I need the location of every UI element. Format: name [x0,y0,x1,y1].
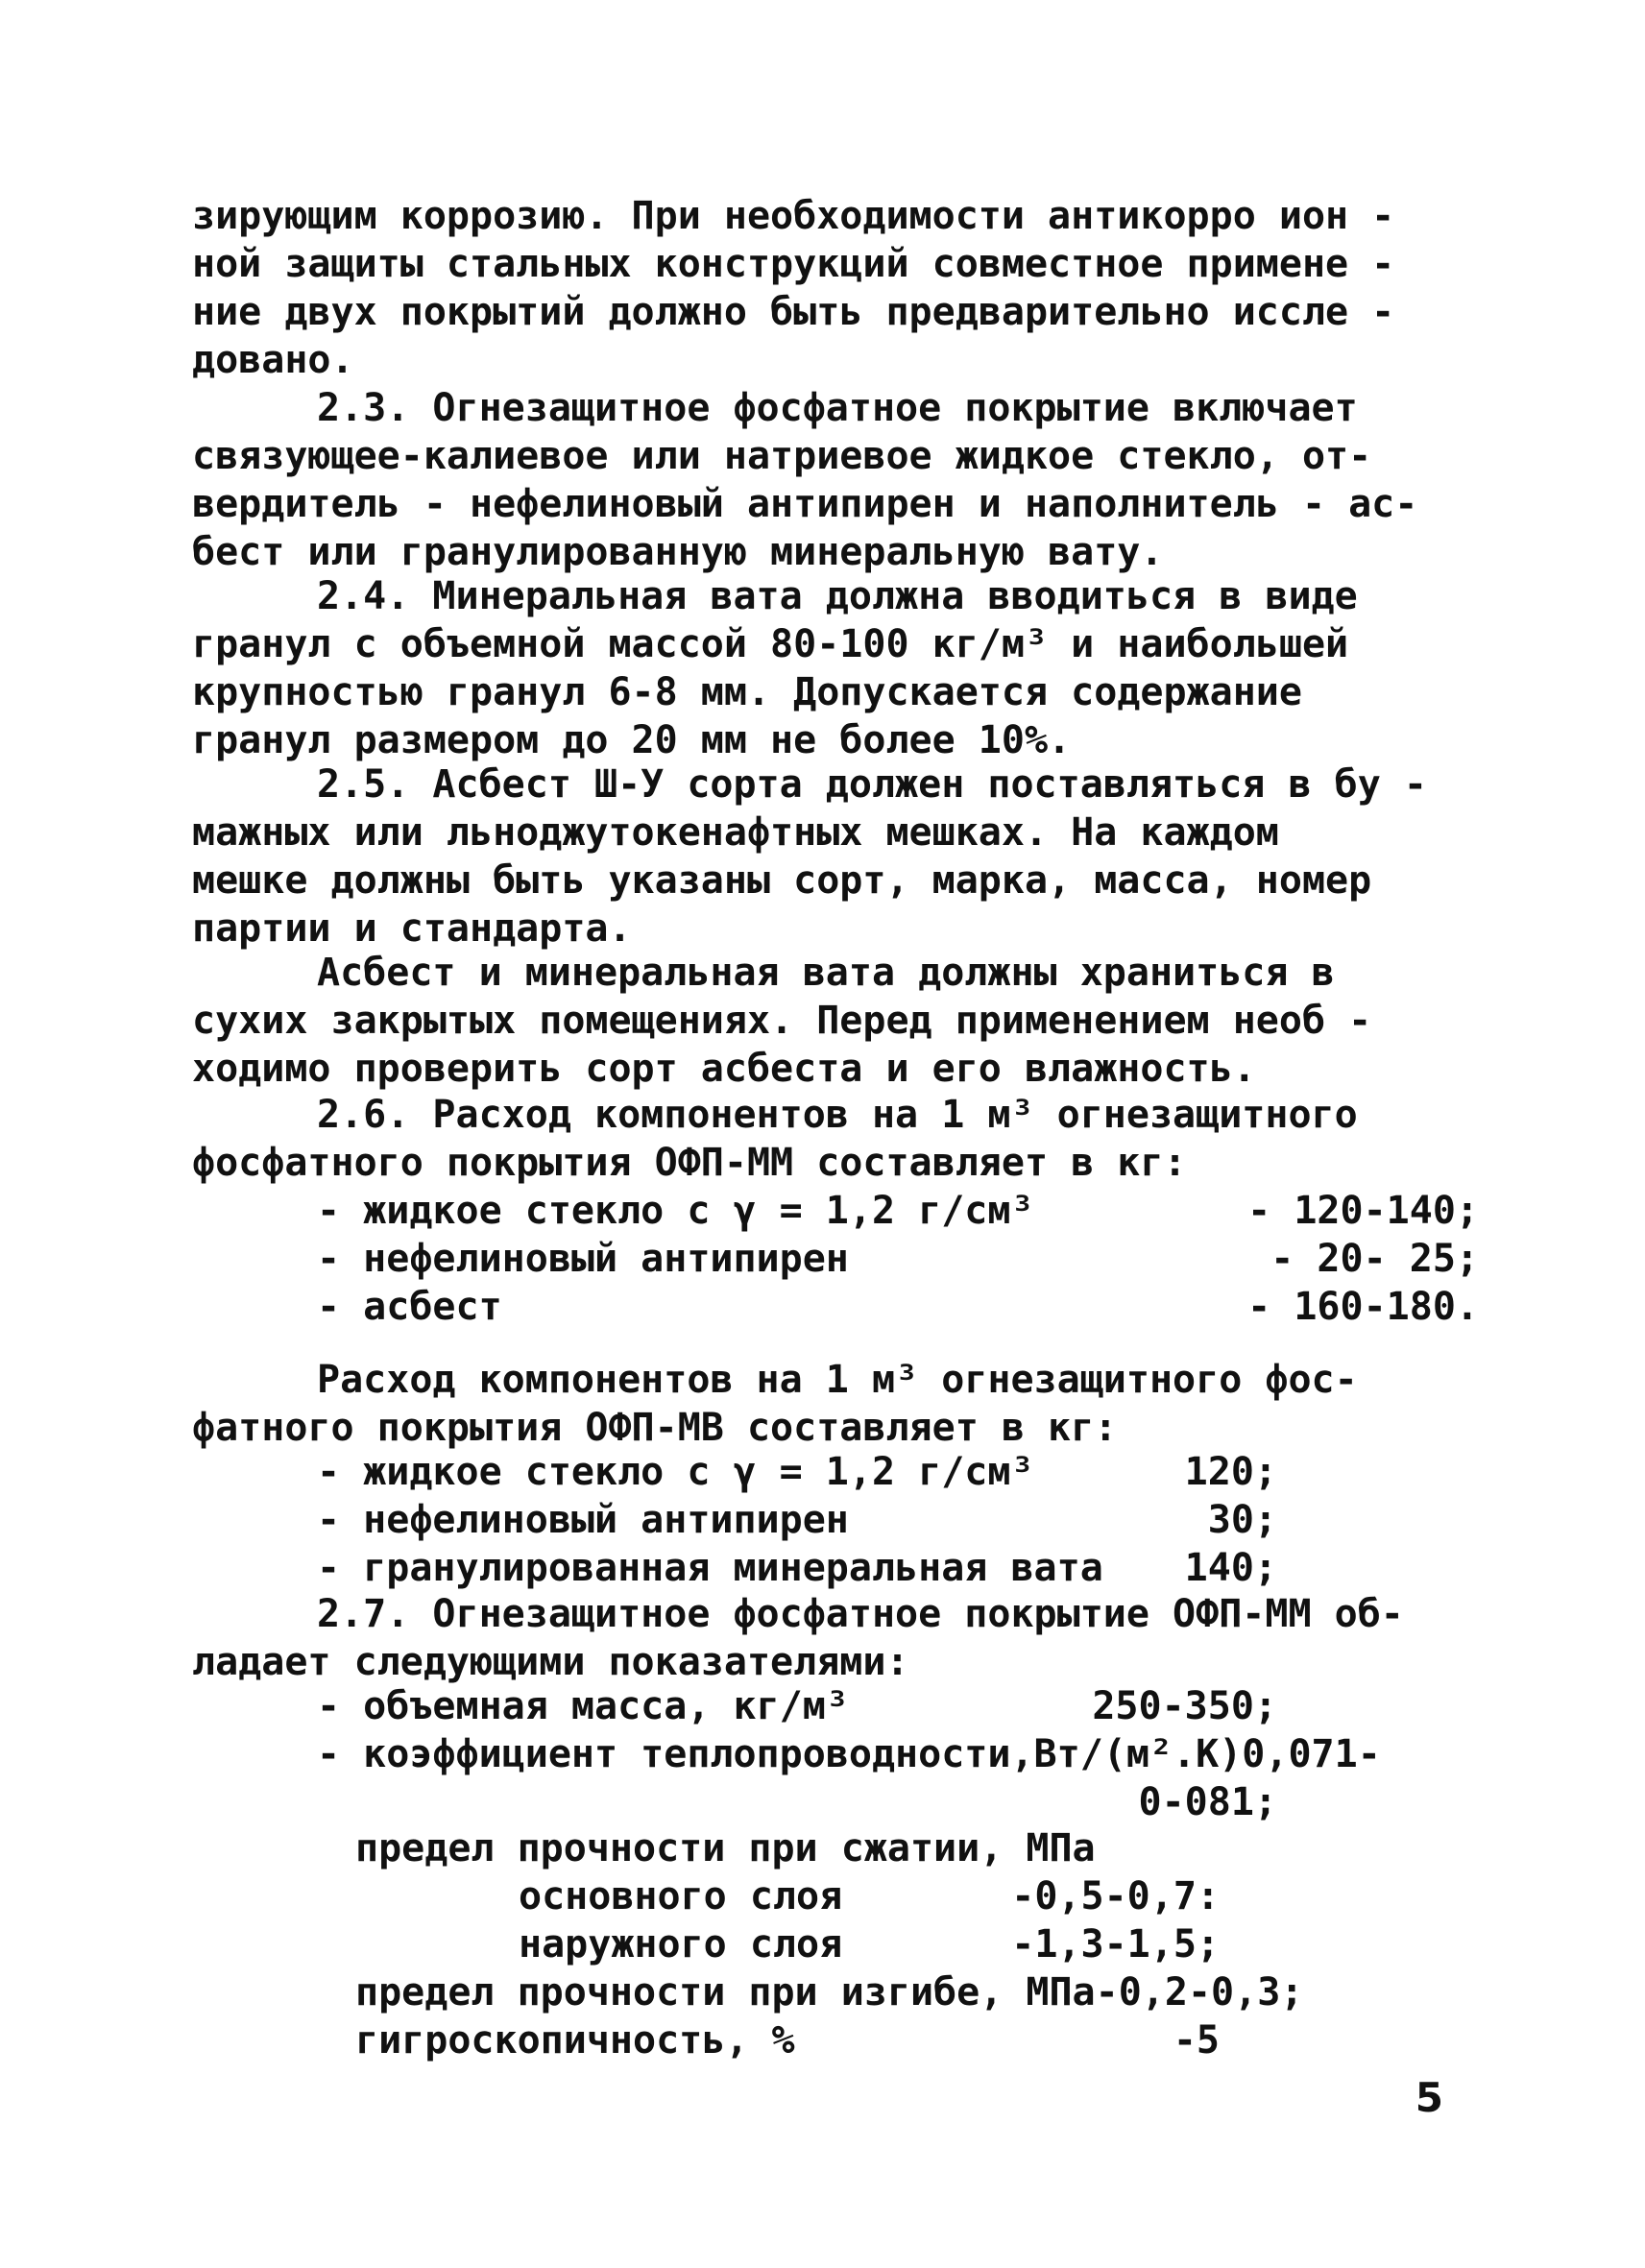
properties-list [192,1682,1479,1826]
section-2-5 [192,760,1479,953]
property-value: 0,071- [1242,1732,1381,1776]
page-number: 5 [1415,2074,1443,2121]
section-2-3 [192,384,1479,576]
text-line: крупностью гранул 6-8 мм. Допускается содержание [192,670,1302,714]
text-line: 2.4. Минеральная вата должна вводиться в виде [317,574,1358,618]
list-item [317,1496,1277,1544]
component-value: - 20- 25; [1270,1237,1479,1281]
property-name: - коэффициент теплопроводности,Вт/(м².К) [317,1732,1243,1776]
text-line: фатного покрытия ОФП-МВ составляет в кг: [192,1406,1118,1450]
property-value: -5 [1173,2018,1220,2063]
text-line: 2.3. Огнезащитное фосфатное покрытие включает [317,386,1358,430]
text-line: сухих закрытых помещениях. Перед применением необ - [192,999,1372,1043]
strength-section [192,1824,1479,2064]
text-line: Асбест и минеральная вата должны храниться в [317,951,1335,995]
list-item [317,1235,1479,1283]
list-item [317,1778,1277,1826]
list-item [317,1682,1277,1730]
component-name: - жидкое стекло с γ = 1,2 г/см³ [317,1189,1034,1233]
storage-paragraph [192,949,1479,1093]
component-value: 120; [1184,1450,1277,1494]
section-2-4 [192,572,1479,764]
list-item [317,1544,1277,1592]
consumption-list-ofp-mv [192,1448,1479,1592]
property-name: гигроскопичность, % [355,2018,795,2063]
text-line: зирующим коррозию. При необходимости антикорро ион - [192,194,1395,238]
list-item [355,2016,1220,2064]
text-line: Расход компонентов на 1 м³ огнезащитного фос- [317,1358,1358,1402]
component-value: - 120-140; [1247,1189,1479,1233]
section-2-7 [192,1590,1479,1686]
property-name: основного слоя [519,1874,843,1918]
property-name: наружного слоя [519,1922,843,1966]
text-line: гранул с объемной массой 80-100 кг/м³ и наибольшей [192,622,1349,666]
list-item [355,1920,1220,1968]
consumption-list-ofp-mm [192,1187,1479,1331]
property-name: - объемная масса, кг/м³ [317,1684,849,1728]
list-item [355,1872,1220,1920]
list-item [317,1187,1479,1235]
list-item [317,1448,1277,1496]
list-item [317,1730,1381,1778]
text-line: фосфатного покрытия ОФП-ММ составляет в кг: [192,1141,1187,1185]
property-value: -0,2-0,3; [1095,1970,1304,2015]
text-line: гранул размером до 20 мм не более 10%. [192,718,1072,762]
intro-paragraph [192,192,1479,384]
text-line: мешке должны быть указаны сорт, марка, масса, номер [192,858,1372,903]
component-value: 30; [1207,1498,1277,1542]
component-name: - асбест [317,1285,502,1329]
text-line: 2.6. Расход компонентов на 1 м³ огнезащитного [317,1093,1358,1137]
component-value: - 160-180. [1247,1285,1479,1329]
property-value: -0,5-0,7: [1011,1874,1220,1918]
text-line: довано. [192,338,354,382]
text-line: ладает следующими показателями: [192,1640,909,1684]
property-value: 0-081; [1138,1780,1277,1824]
strength-title: предел прочности при сжатии, МПа [355,1826,1096,1870]
text-line: партии и стандарта. [192,906,632,951]
text-line: бест или гранулированную минеральную вату. [192,530,1164,574]
text-line: ной защиты стальных конструкций совместное примене - [192,242,1395,286]
component-name: - нефелиновый антипирен [317,1237,849,1281]
text-line: 2.7. Огнезащитное фосфатное покрытие ОФП-ММ об- [317,1592,1404,1636]
component-name: - жидкое стекло с γ = 1,2 г/см³ [317,1450,1034,1494]
property-value: 250-350; [1092,1684,1277,1728]
component-name: - гранулированная минеральная вата [317,1546,1103,1590]
text-line: связующее-калиевое или натриевое жидкое стекло, от- [192,434,1372,478]
text-line: мажных или льнoджутокенафтных мешках. На каждом [192,810,1279,855]
text-line: ходимо проверить сорт асбеста и его влажность. [192,1047,1256,1091]
text-line: 2.5. Асбест Ш-У сорта должен поставляться в бу - [317,762,1427,807]
consumption-intro-ofp-mv [192,1356,1479,1452]
property-value: -1,3-1,5; [1011,1922,1220,1966]
text-line: ние двух покрытий должно быть предварительно иссле - [192,290,1395,334]
component-name: - нефелиновый антипирен [317,1498,849,1542]
text-line: вердитель - нефелиновый антипирен и наполнитель - ас- [192,482,1418,526]
property-name: предел прочности при изгибе, МПа [355,1970,1096,2015]
list-item [317,1283,1479,1331]
component-value: 140; [1184,1546,1277,1590]
list-item [355,1968,1304,2016]
section-2-6 [192,1091,1479,1187]
